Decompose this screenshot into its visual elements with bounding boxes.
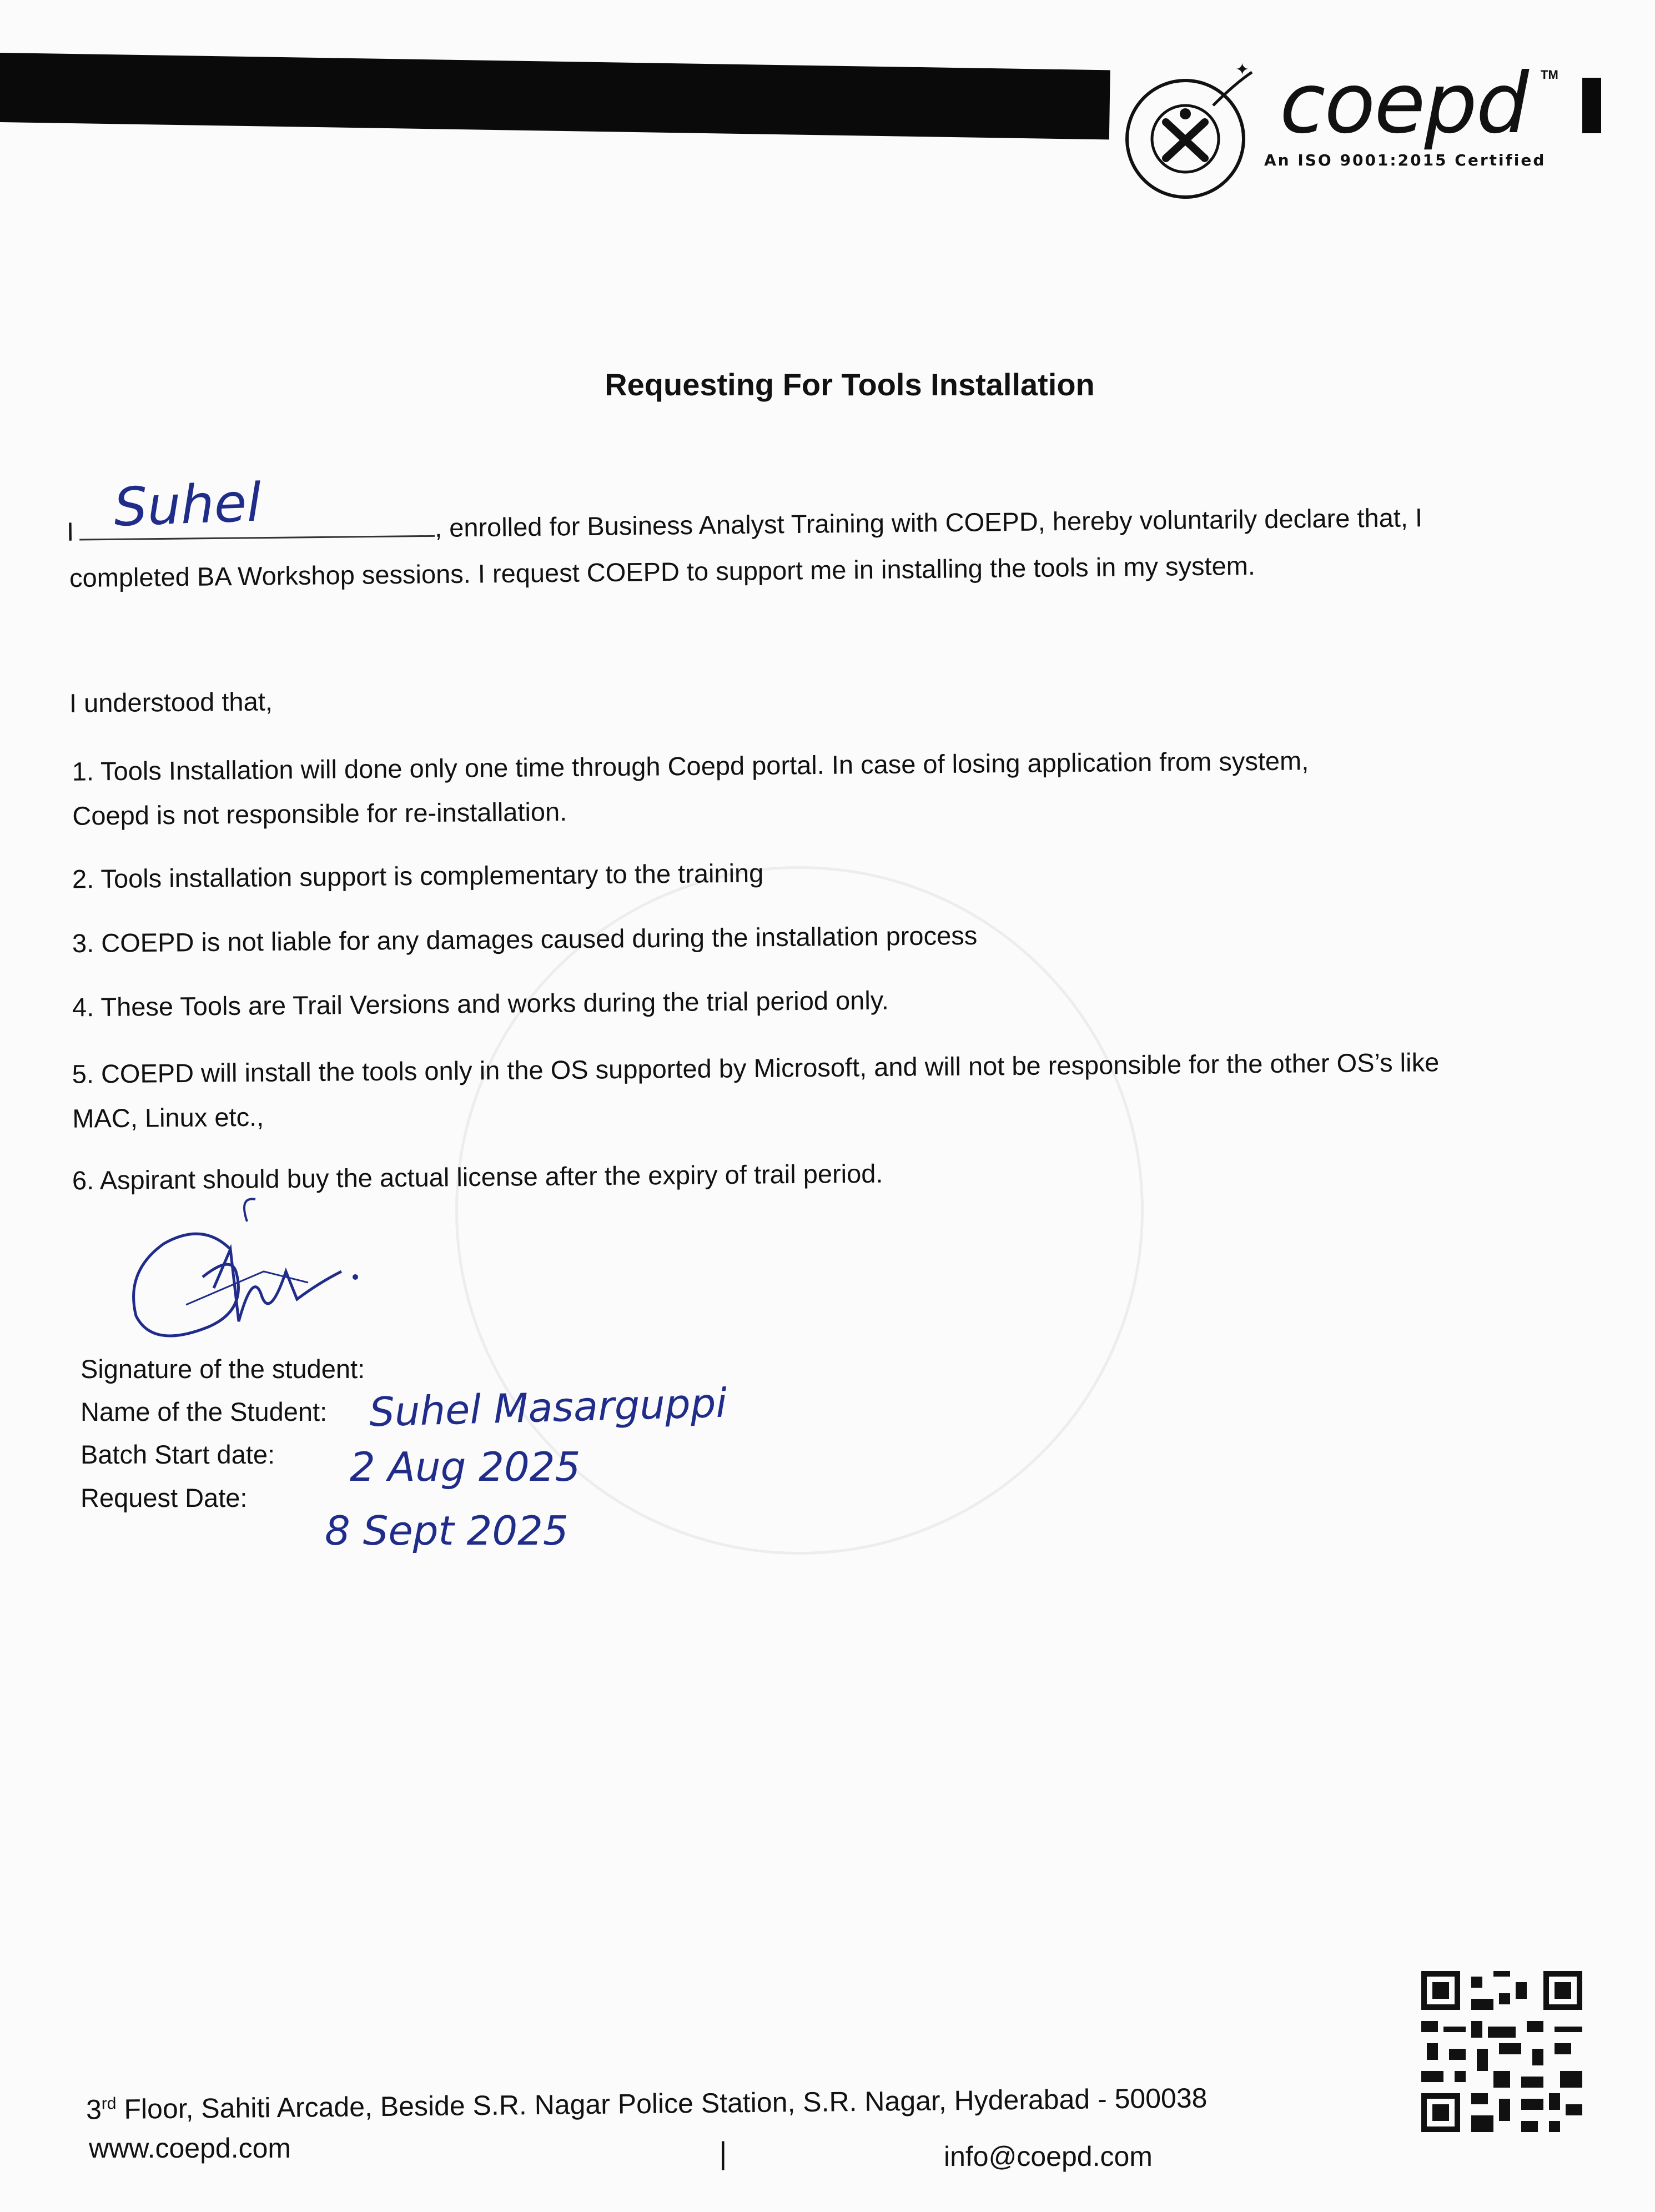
term-1 — [72, 738, 1309, 838]
term-5-line-2: MAC, Linux etc., — [72, 1102, 264, 1133]
coepd-logo — [1102, 33, 1602, 183]
footer-website-link[interactable]: www.coepd.com — [89, 2133, 291, 2164]
signature-label: Signature of the student: — [81, 1354, 365, 1384]
term-1-line-2: Coepd is not responsible for re-installation. — [72, 796, 567, 831]
term-5 — [72, 1040, 1440, 1140]
footer-separator: | — [719, 2135, 727, 2170]
student-name-value: Suhel Masarguppi — [369, 1379, 728, 1436]
batch-start-label: Batch Start date: — [81, 1440, 275, 1469]
svg-text:✦: ✦ — [1235, 61, 1250, 79]
footer-floor-suffix: rd — [101, 2094, 117, 2113]
logo-seal-icon — [1113, 61, 1263, 205]
header-black-bar — [0, 53, 1110, 139]
handwritten-student-name: Suhel — [113, 472, 263, 539]
term-6: 6. Aspirant should buy the actual license after the expiry of trail period. — [72, 1158, 883, 1195]
footer-address — [86, 2082, 1208, 2125]
intro-line-1-text: , enrolled for Business Analyst Training with COEPD, hereby voluntarily declare that, I — [434, 502, 1423, 542]
request-date-value: 8 Sept 2025 — [325, 1507, 569, 1554]
document-title: Requesting For Tools Installation — [605, 367, 1095, 402]
term-5-line-1: 5. COEPD will install the tools only in the OS supported by Microsoft, and will not be responsible for the other OS’s like — [72, 1047, 1440, 1089]
footer-email-link[interactable]: info@coepd.com — [944, 2141, 1153, 2172]
logo-brand-text: coepd — [1280, 56, 1528, 152]
header-black-mark — [1582, 78, 1601, 133]
term-1-line-1: 1. Tools Installation will done only one time through Coepd portal. In case of losing application from system, — [72, 746, 1309, 786]
term-4: 4. These Tools are Trail Versions and works during the trial period only. — [72, 985, 889, 1022]
intro-prefix: I — [66, 516, 74, 546]
logo-trademark: TM — [1541, 68, 1558, 82]
term-3: 3. COEPD is not liable for any damages caused during the installation process — [72, 920, 978, 958]
term-2: 2. Tools installation support is complementary to the training — [72, 858, 764, 894]
footer-floor-number: 3 — [85, 2094, 102, 2125]
footer-address-text: Floor, Sahiti Arcade, Beside S.R. Nagar Police Station, S.R. Nagar, Hyderabad - 500038 — [116, 2082, 1208, 2125]
logo-certification: An ISO 9001:2015 Certified — [1264, 151, 1546, 169]
batch-start-value: 2 Aug 2025 — [350, 1444, 581, 1490]
qr-code-icon — [1421, 1968, 1582, 2135]
student-name-label: Name of the Student: — [81, 1397, 328, 1426]
request-date-label: Request Date: — [81, 1483, 248, 1512]
intro-line-2: completed BA Workshop sessions. I request COEPD to support me in installing the tools in my system. — [69, 550, 1256, 593]
student-signature — [119, 1188, 375, 1371]
understood-heading: I understood that, — [69, 686, 273, 718]
